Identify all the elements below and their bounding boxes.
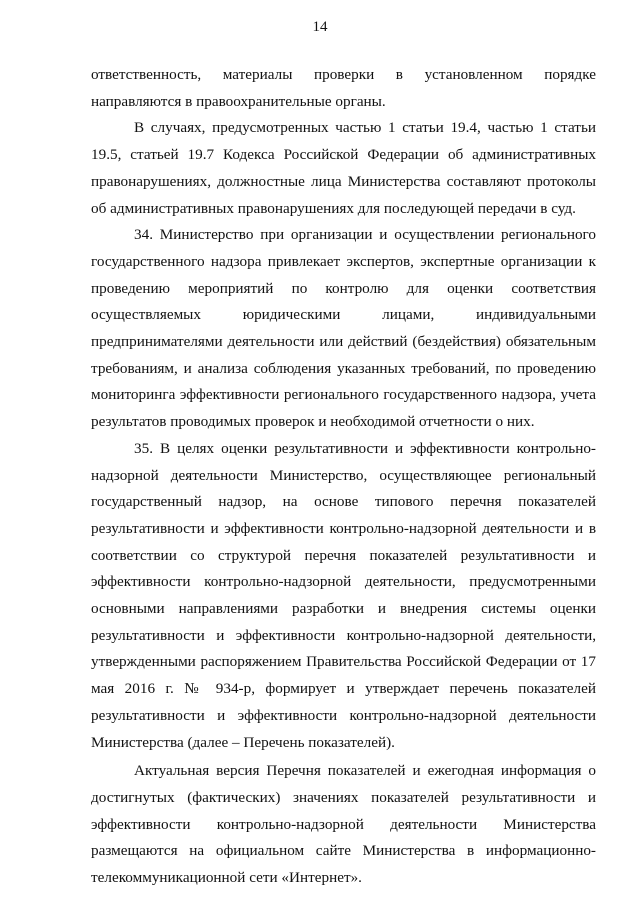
paragraph-protocols: В случаях, предусмотренных частью 1 статьи 19.4, частью 1 статьи 19.5, статьей 19.7 Кодекса Российской Федерации об административных правонарушениях, должностные лица Министерства составляют протоколы об административных правонарушениях для последующей передачи в суд.	[91, 119, 596, 217]
paragraph-35: 35. В целях оценки результативности и эффективности контрольно-надзорной деятельности Министерство, осуществляющее региональный государственный надзор, на основе типового перечня показателей результативности и эффективности контрольно-надзорной деятельности и в соответствии со структурой перечня показателей результативности и эффективности контрольно-надзорной деятельности, предусмотренными основными направлениями разработки и внедрения системы оценки результативности и эффективности контрольно-надзорной деятельности, утвержденными распоряжением Правительства Российской Федерации от 17 мая 2016 г. № 934-р, формирует и утверждает перечень показателей результативности и эффективности контрольно-надзорной деятельности Министерства (далее – Перечень показателей).	[91, 439, 596, 751]
paragraph-34: 34. Министерство при организации и осуществлении регионального государственного надзора привлекает экспертов, экспертные организации к проведению мероприятий по контролю для оценки соответствия осуществляемых юридическими лицами, индивидуальными предпринимателями деятельности или действий (бездействия) обязательным требованиям, и анализа соблюдения указанных требований, по проведению мониторинга эффективности регионального государственного надзора, учета результатов проводимых проверок и необходимой отчетности о них.	[91, 226, 596, 431]
paragraph-continuation: ответственность, материалы проверки в установленном порядке направляются в правоохранительные органы.	[91, 66, 596, 110]
page-number: 14	[312, 19, 328, 35]
body-text	[91, 62, 596, 892]
paragraph-actual-version: Актуальная версия Перечня показателей и ежегодная информация о достигнутых (фактических) значениях показателей результативности и эффективности контрольно-надзорной деятельности Министерства размещаются на официальном сайте Министерства в информационно-телекоммуникационной сети «Интернет».	[91, 762, 596, 887]
